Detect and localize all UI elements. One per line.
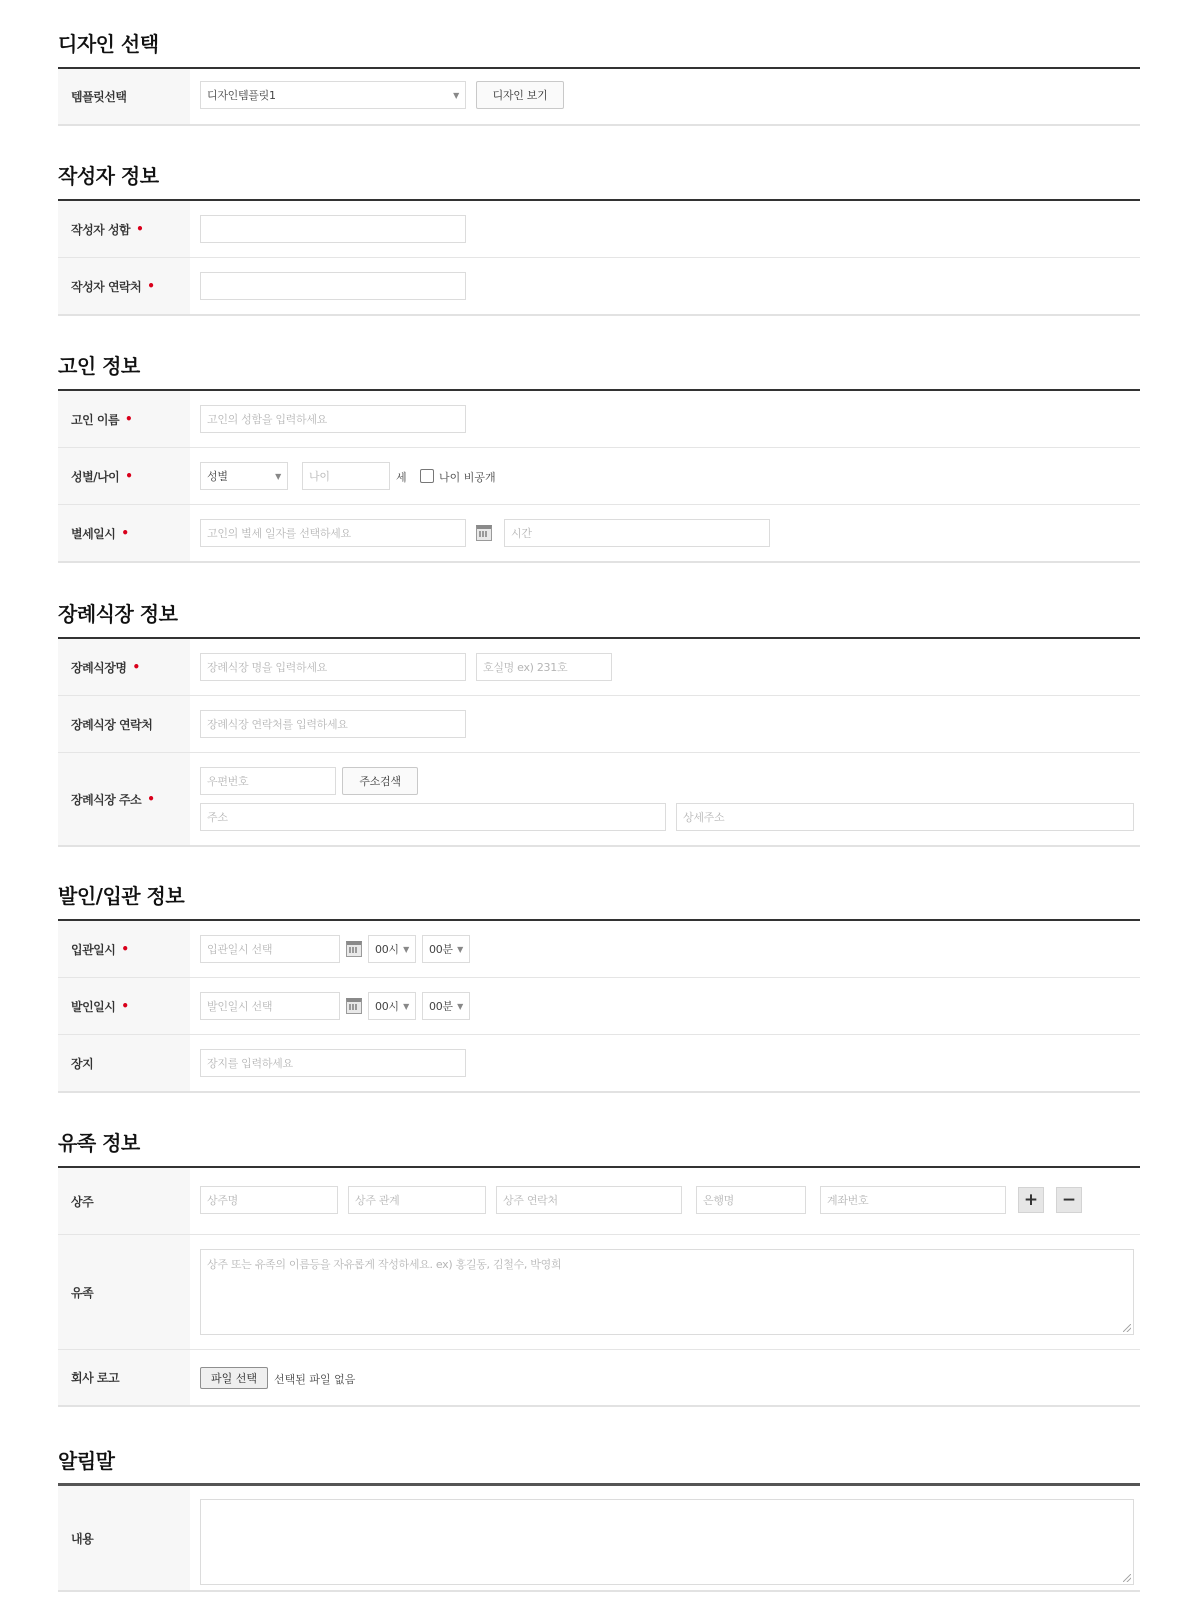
- notice-content-row: [58, 1486, 1140, 1592]
- hall-address-row: [58, 753, 1140, 847]
- hide-age-label: 나이 비공개: [439, 471, 496, 484]
- chevron-down-icon: ▼: [403, 1001, 409, 1011]
- chevron-down-icon: ▼: [453, 90, 459, 100]
- address-input[interactable]: 주소: [200, 803, 666, 831]
- hall-phone-row: [58, 696, 1140, 753]
- required-mark: •: [121, 942, 129, 956]
- writer-section-title: 작성자 정보: [58, 164, 159, 188]
- hall-phone-label: 장례식장 연락처: [58, 696, 190, 752]
- calendar-icon[interactable]: [346, 998, 362, 1014]
- deceased-name-row: [58, 391, 1140, 448]
- family-textarea[interactable]: 상주 또는 유족의 이름등을 자유롭게 작성하세요. ex) 홍길동, 김철수, 박영희: [200, 1249, 1134, 1335]
- design-preview-button[interactable]: 디자인 보기: [476, 81, 564, 109]
- notice-content-label: 내용: [58, 1486, 190, 1590]
- address-detail-input[interactable]: 상세주소: [676, 803, 1134, 831]
- chief-phone-input[interactable]: 상주 연락처: [496, 1186, 682, 1214]
- hall-name-input[interactable]: 장례식장 명을 입력하세요: [200, 653, 466, 681]
- writer-name-input[interactable]: [200, 215, 466, 243]
- burial-row: [58, 978, 1140, 1035]
- calendar-icon[interactable]: [476, 525, 492, 541]
- template-label: 템플릿선택: [58, 69, 190, 124]
- chevron-down-icon: ▼: [403, 944, 409, 954]
- burial-hour-select[interactable]: 00시 ▼: [368, 992, 416, 1020]
- burial-minute-select[interactable]: 00분 ▼: [422, 992, 470, 1020]
- account-input[interactable]: 계좌번호: [820, 1186, 1006, 1214]
- writer-name-label: 작성자 성함 •: [58, 201, 190, 257]
- required-mark: •: [136, 222, 144, 236]
- required-mark: •: [125, 469, 133, 483]
- required-mark: •: [121, 999, 129, 1013]
- remove-row-button[interactable]: −: [1056, 1187, 1082, 1213]
- calendar-icon[interactable]: [346, 941, 362, 957]
- file-status-text: 선택된 파일 없음: [274, 1373, 356, 1386]
- schedule-section-title: 발인/입관 정보: [58, 884, 185, 908]
- family-row: [58, 1235, 1140, 1350]
- funeral-hall-section-title: 장례식장 정보: [58, 602, 178, 626]
- room-input[interactable]: 호실명 ex) 231호: [476, 653, 612, 681]
- hall-name-label: 장례식장명 •: [58, 639, 190, 695]
- chief-mourner-row: [58, 1168, 1140, 1235]
- hall-address-label: 장례식장 주소 •: [58, 753, 190, 845]
- hide-age-checkbox[interactable]: [420, 469, 434, 483]
- encoffin-minute-select[interactable]: 00분 ▼: [422, 935, 470, 963]
- add-row-button[interactable]: +: [1018, 1187, 1044, 1213]
- death-date-input[interactable]: 고인의 별세 일자를 선택하세요: [200, 519, 466, 547]
- deceased-section-title: 고인 정보: [58, 354, 140, 378]
- writer-phone-row: [58, 258, 1140, 316]
- gender-select[interactable]: 성별 ▼: [200, 462, 288, 490]
- burial-place-row: [58, 1035, 1140, 1093]
- encoffin-label: 입관일시 •: [58, 921, 190, 977]
- required-mark: •: [132, 660, 140, 674]
- encoffin-date-input[interactable]: 입관일시 선택: [200, 935, 340, 963]
- age-input[interactable]: 나이: [302, 462, 390, 490]
- resize-handle-icon[interactable]: [1123, 1324, 1131, 1332]
- burial-label: 발인일시 •: [58, 978, 190, 1034]
- chief-name-input[interactable]: 상주명: [200, 1186, 338, 1214]
- family-section-title: 유족 정보: [58, 1131, 140, 1155]
- encoffin-hour-select[interactable]: 00시 ▼: [368, 935, 416, 963]
- chevron-down-icon: ▼: [275, 471, 281, 481]
- required-mark: •: [147, 792, 155, 806]
- death-datetime-label: 별세일시 •: [58, 505, 190, 561]
- deceased-name-label: 고인 이름 •: [58, 391, 190, 447]
- chief-relation-input[interactable]: 상주 관계: [348, 1186, 486, 1214]
- burial-place-input[interactable]: 장지를 입력하세요: [200, 1049, 466, 1077]
- hall-name-row: [58, 639, 1140, 696]
- hall-phone-input[interactable]: 장례식장 연락처를 입력하세요: [200, 710, 466, 738]
- age-unit: 세: [396, 471, 407, 484]
- resize-handle-icon[interactable]: [1123, 1574, 1131, 1582]
- encoffin-row: [58, 921, 1140, 978]
- death-datetime-row: [58, 505, 1140, 563]
- deceased-name-input[interactable]: 고인의 성함을 입력하세요: [200, 405, 466, 433]
- required-mark: •: [121, 526, 129, 540]
- notice-content-textarea[interactable]: [200, 1499, 1134, 1585]
- burial-date-input[interactable]: 발인일시 선택: [200, 992, 340, 1020]
- chevron-down-icon: ▼: [457, 944, 463, 954]
- notice-section-title: 알림말: [58, 1449, 115, 1473]
- company-logo-row: [58, 1350, 1140, 1407]
- template-select[interactable]: 디자인템플릿1 ▼: [200, 81, 466, 109]
- file-select-button[interactable]: 파일 선택: [200, 1367, 268, 1389]
- death-time-input[interactable]: 시간: [504, 519, 770, 547]
- required-mark: •: [125, 412, 133, 426]
- bank-input[interactable]: 은행명: [696, 1186, 806, 1214]
- chief-mourner-label: 상주: [58, 1168, 190, 1234]
- company-logo-label: 회사 로고: [58, 1350, 190, 1405]
- address-search-button[interactable]: 주소검색: [342, 767, 418, 795]
- gender-age-row: [58, 448, 1140, 505]
- design-section-title: 디자인 선택: [58, 32, 159, 56]
- family-label: 유족: [58, 1235, 190, 1349]
- template-row: [58, 69, 1140, 126]
- writer-name-row: [58, 201, 1140, 258]
- gender-age-label: 성별/나이 •: [58, 448, 190, 504]
- required-mark: •: [147, 279, 155, 293]
- writer-phone-label: 작성자 연락처 •: [58, 258, 190, 314]
- zip-input[interactable]: 우편번호: [200, 767, 336, 795]
- chevron-down-icon: ▼: [457, 1001, 463, 1011]
- burial-place-label: 장지: [58, 1035, 190, 1091]
- writer-phone-input[interactable]: [200, 272, 466, 300]
